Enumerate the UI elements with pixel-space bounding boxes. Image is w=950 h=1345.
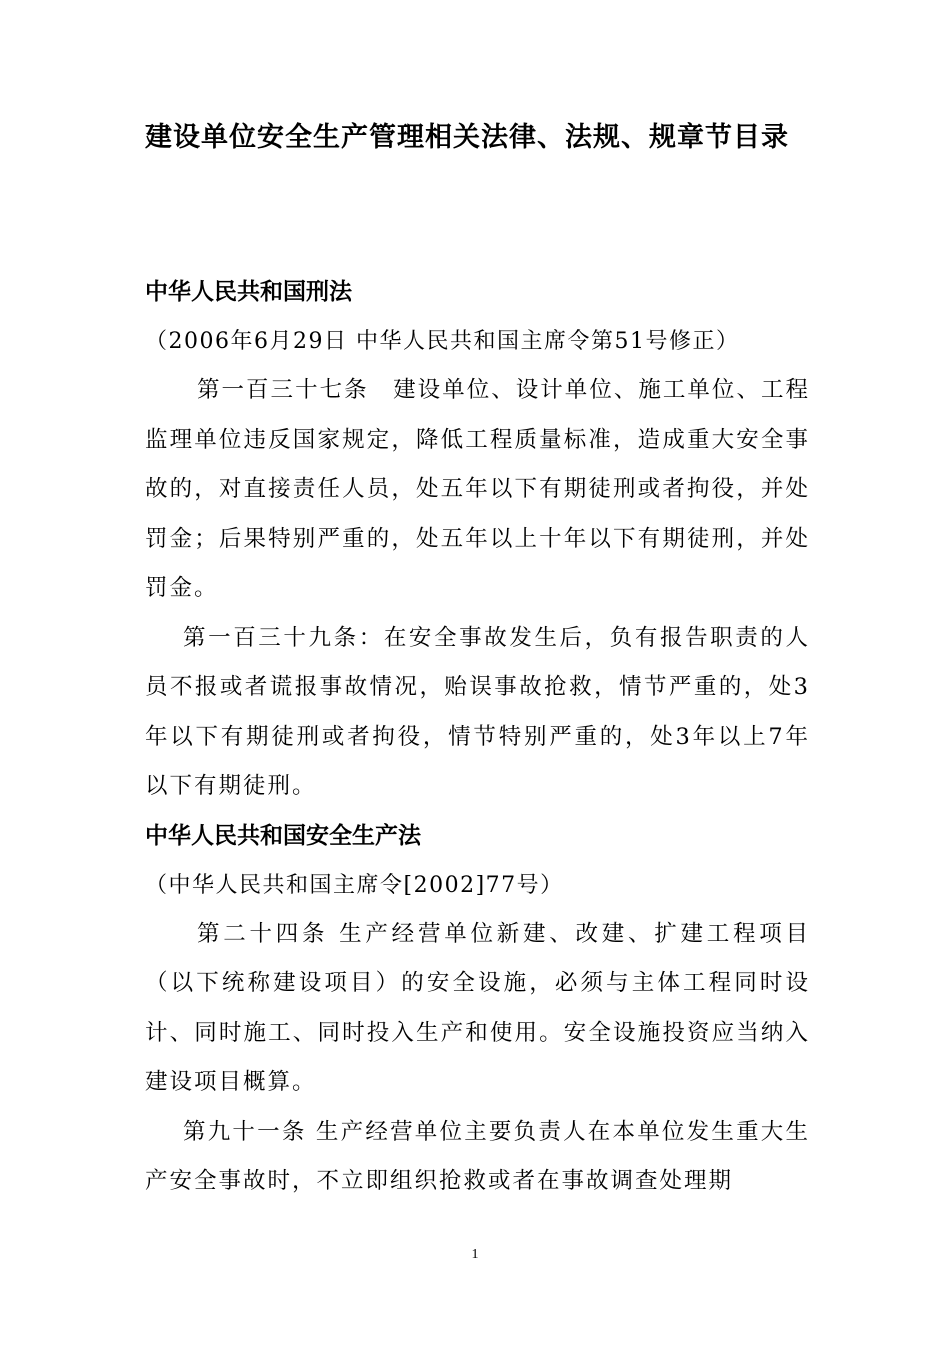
law-enactment-note: （2006年6月29日 中华人民共和国主席令第51号修正） [145, 329, 740, 354]
law-section-criminal-law [145, 268, 810, 812]
law-title: 中华人民共和国安全生产法 [145, 822, 421, 849]
law-section-work-safety-law [145, 812, 810, 1207]
document-body [145, 268, 810, 1207]
law-enactment-note: （中华人民共和国主席令[2002]77号） [145, 872, 564, 898]
document-title: 建设单位安全生产管理相关法律、法规、规章节目录 [145, 122, 789, 153]
page-number: 1 [471, 1247, 479, 1262]
article-paragraph: 第一百三十七条 建设单位、设计单位、施工单位、工程监理单位违反国家规定，降低工程质量标准，造成重大安全事故的，对直接责任人员，处五年以下有期徒刑或者拘役，并处罚金；后果特别严重的，处五年以上十年以下有期徒刑，并处罚金。 [145, 377, 810, 601]
article-paragraph: 第九十一条 生产经营单位主要负责人在本单位发生重大生产安全事故时，不立即组织抢救或者在事故调查处理期 [145, 1118, 810, 1194]
article-paragraph: 第一百三十九条：在安全事故发生后，负有报告职责的人员不报或者谎报事故情况，贻误事故抢救，情节严重的，处3年以下有期徒刑或者拘役，情节特别严重的，处3年以上7年以下有期徒刑。 [145, 624, 810, 799]
article-paragraph: 第二十四条 生产经营单位新建、改建、扩建工程项目（以下统称建设项目）的安全设施，必须与主体工程同时设计、同时施工、同时投入生产和使用。安全设施投资应当纳入建设项目概算。 [145, 920, 810, 1095]
law-title: 中华人民共和国刑法 [145, 279, 352, 305]
